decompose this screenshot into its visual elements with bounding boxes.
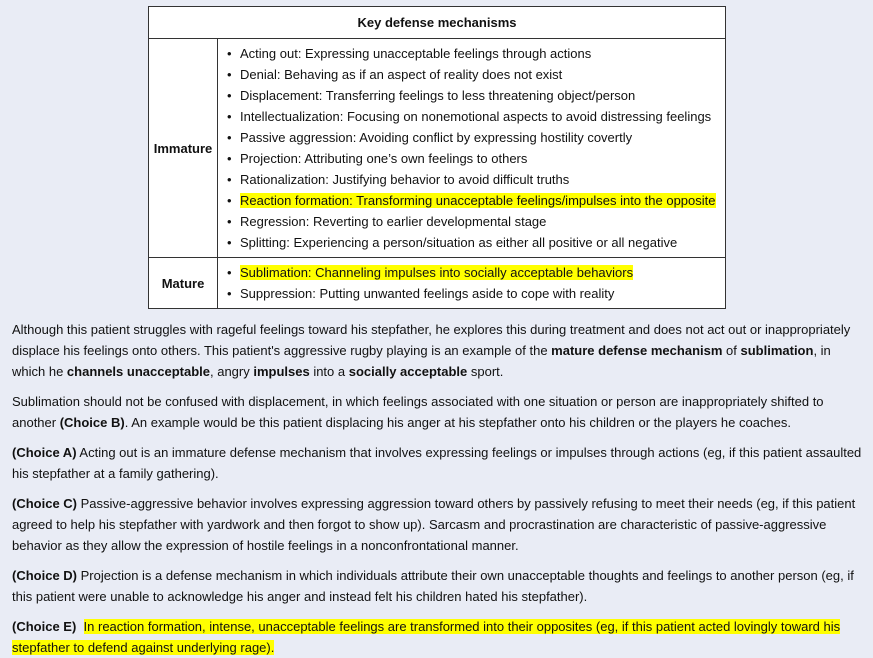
choice-d-label: (Choice D): [12, 568, 77, 583]
list-item: • Regression: Reverting to earlier developmental stage: [218, 211, 725, 232]
choice-e-paragraph: [12, 616, 864, 658]
choice-d-paragraph: (Choice D) Projection is a defense mechanism in which individuals attribute their own unacceptable thoughts and feelings to another person (eg, if this patient were unable to acknowledge his anger and instead felt his children hated his stepfather).: [12, 568, 854, 604]
highlight-reaction-formation: Reaction formation: Transforming unacceptable feelings/impulses into the opposite: [240, 193, 716, 208]
list-item: • Displacement: Transferring feelings to less threatening object/person: [218, 85, 725, 106]
list-item: • Acting out: Expressing unacceptable feelings through actions: [218, 43, 725, 64]
mature-list: [218, 258, 725, 308]
immature-cell: [218, 39, 726, 258]
mature-cell: [218, 258, 726, 309]
immature-list: [218, 39, 725, 257]
choice-e-highlighted-text: In reaction formation, intense, unacceptable feelings are transformed into their opposites (eg, if this patient acted lovingly toward his stepfather to defend against underlying rage).: [12, 619, 841, 655]
list-item: • Splitting: Experiencing a person/situation as either all positive or all negative: [218, 232, 725, 253]
immature-label: Immature: [149, 39, 218, 258]
choice-c-paragraph: (Choice C) Passive-aggressive behavior involves expressing aggression toward others by passively refusing to meet their needs (eg, if this patient agreed to help his stepfather with yardwork and then forgot to show up). Sarcasm and procrastination are characteristic of passive-aggressive behavior as they allow the expression of hostile feelings in a nonconfrontational manner.: [12, 496, 856, 553]
explanation-paragraph-2: Sublimation should not be confused with displacement, in which feelings associated with one situation or person are inappropriately shifted to another (Choice B). An example would be this patient displacing his anger at his stepfather onto his children or the players he coaches.: [12, 394, 824, 430]
mature-row: [149, 258, 726, 309]
choice-e-label: (Choice E): [12, 619, 77, 634]
choice-a-paragraph: (Choice A) Acting out is an immature defense mechanism that involves expressing feelings or impulses through actions (eg, if this patient assaulted his stepfather at a family gathering).: [12, 445, 862, 481]
choice-a-label: (Choice A): [12, 445, 77, 460]
list-item: • Projection: Attributing one’s own feelings to others: [218, 148, 725, 169]
list-item: • Suppression: Putting unwanted feelings aside to cope with reality: [218, 283, 725, 304]
immature-row: [149, 39, 726, 258]
list-item: • Passive aggression: Avoiding conflict by expressing hostility covertly: [218, 127, 725, 148]
list-item-highlighted: [218, 262, 725, 283]
defense-mechanisms-table: [148, 6, 726, 309]
mature-label: Mature: [149, 258, 218, 309]
choice-c-label: (Choice C): [12, 496, 77, 511]
table-title: Key defense mechanisms: [149, 7, 726, 39]
list-item: • Rationalization: Justifying behavior to avoid difficult truths: [218, 169, 725, 190]
list-item-highlighted: [218, 190, 725, 211]
list-item: • Denial: Behaving as if an aspect of reality does not exist: [218, 64, 725, 85]
explanation-paragraph-1: Although this patient struggles with rageful feelings toward his stepfather, he explores this during treatment and does not act out or inappropriately displace his feelings onto others. This patient's aggressive rugby playing is an example of the mature defense mechanism of sublimation, in which he channels unacceptable, angry impulses into a socially acceptable sport.: [12, 322, 851, 379]
list-item: • Intellectualization: Focusing on nonemotional aspects to avoid distressing feelings: [218, 106, 725, 127]
highlight-sublimation: Sublimation: Channeling impulses into socially acceptable behaviors: [240, 265, 634, 280]
